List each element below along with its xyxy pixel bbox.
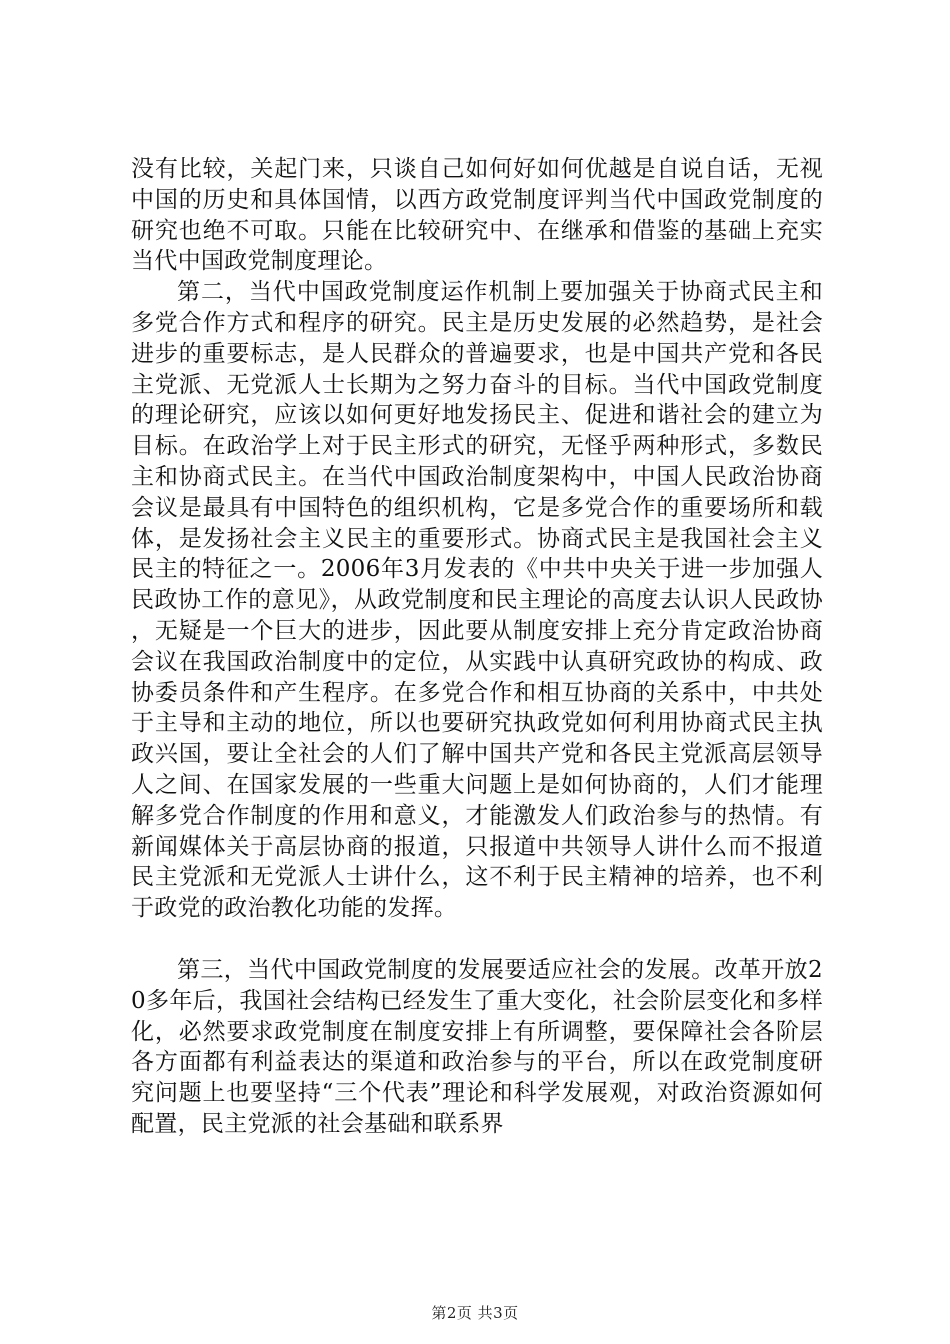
paragraph-second-point: 第二，当代中国政党制度运作机制上要加强关于协商式民主和多党合作方式和程序的研究。民主是历史发展的必然趋势，是社会进步的重要标志，是人民群众的普遍要求，也是中国共产党和各民主党派、无党派人士长期为之努力奋斗的目标。当代中国政党制度的理论研究，应该以如何更好地发扬民主、促进和谐社会的建立为目标。在政治学上对于民主形式的研究，无怪乎两种形式，多数民主和协商式民主。在当代中国政治制度架构中，中国人民政治协商会议是最具有中国特色的组织机构，它是多党合作的重要场所和载体，是发扬社会主义民主的重要形式。协商式民主是我国社会主义民主的特征之一。2006年3月发表的《中共中央关于进一步加强人民政协工作的意见》，从政党制度和民主理论的高度去认识人民政协，无疑是一个巨大的进步，因此要从制度安排上充分肯定政治协商会议在我国政治制度中的定位，从实践中认真研究政协的构成、政协委员条件和产生程序。在多党合作和相互协商的关系中，中共处于主导和主动的地位，所以也要研究执政党如何利用协商式民主执政兴国，要让全社会的人们了解中国共产党和各民主党派高层领导人之间、在国家发展的一些重大问题上是如何协商的，人们才能理解多党合作制度的作用和意义，才能激发人们政治参与的热情。有新闻媒体关于高层协商的报道，只报道中共领导人讲什么而不报道民主党派和无党派人士讲什么，这不利于民主精神的培养，也不利于政党的政治教化功能的发挥。 (131, 279, 823, 922)
page-footer (0, 1302, 950, 1323)
document-body (131, 154, 823, 1140)
paragraph-continuation: 没有比较，关起门来，只谈自己如何好如何优越是自说自话，无视中国的历史和具体国情，以西方政党制度评判当代中国政党制度的研究也绝不可取。只能在比较研究中、在继承和借鉴的基础上充实当代中国政党制度理论。 (131, 156, 823, 275)
paragraph-third-point: 第三，当代中国政党制度的发展要适应社会的发展。改革开放20多年后，我国社会结构已经发生了重大变化，社会阶层变化和多样化，必然要求政党制度在制度安排上有所调整，要保障社会各阶层各方面都有利益表达的渠道和政治参与的平台，所以在政党制度研究问题上也要坚持“三个代表”理论和科学发展观，对政治资源如何配置，民主党派的社会基础和联系界 (131, 956, 823, 1137)
page-number: 第2页 共3页 (431, 1304, 519, 1322)
